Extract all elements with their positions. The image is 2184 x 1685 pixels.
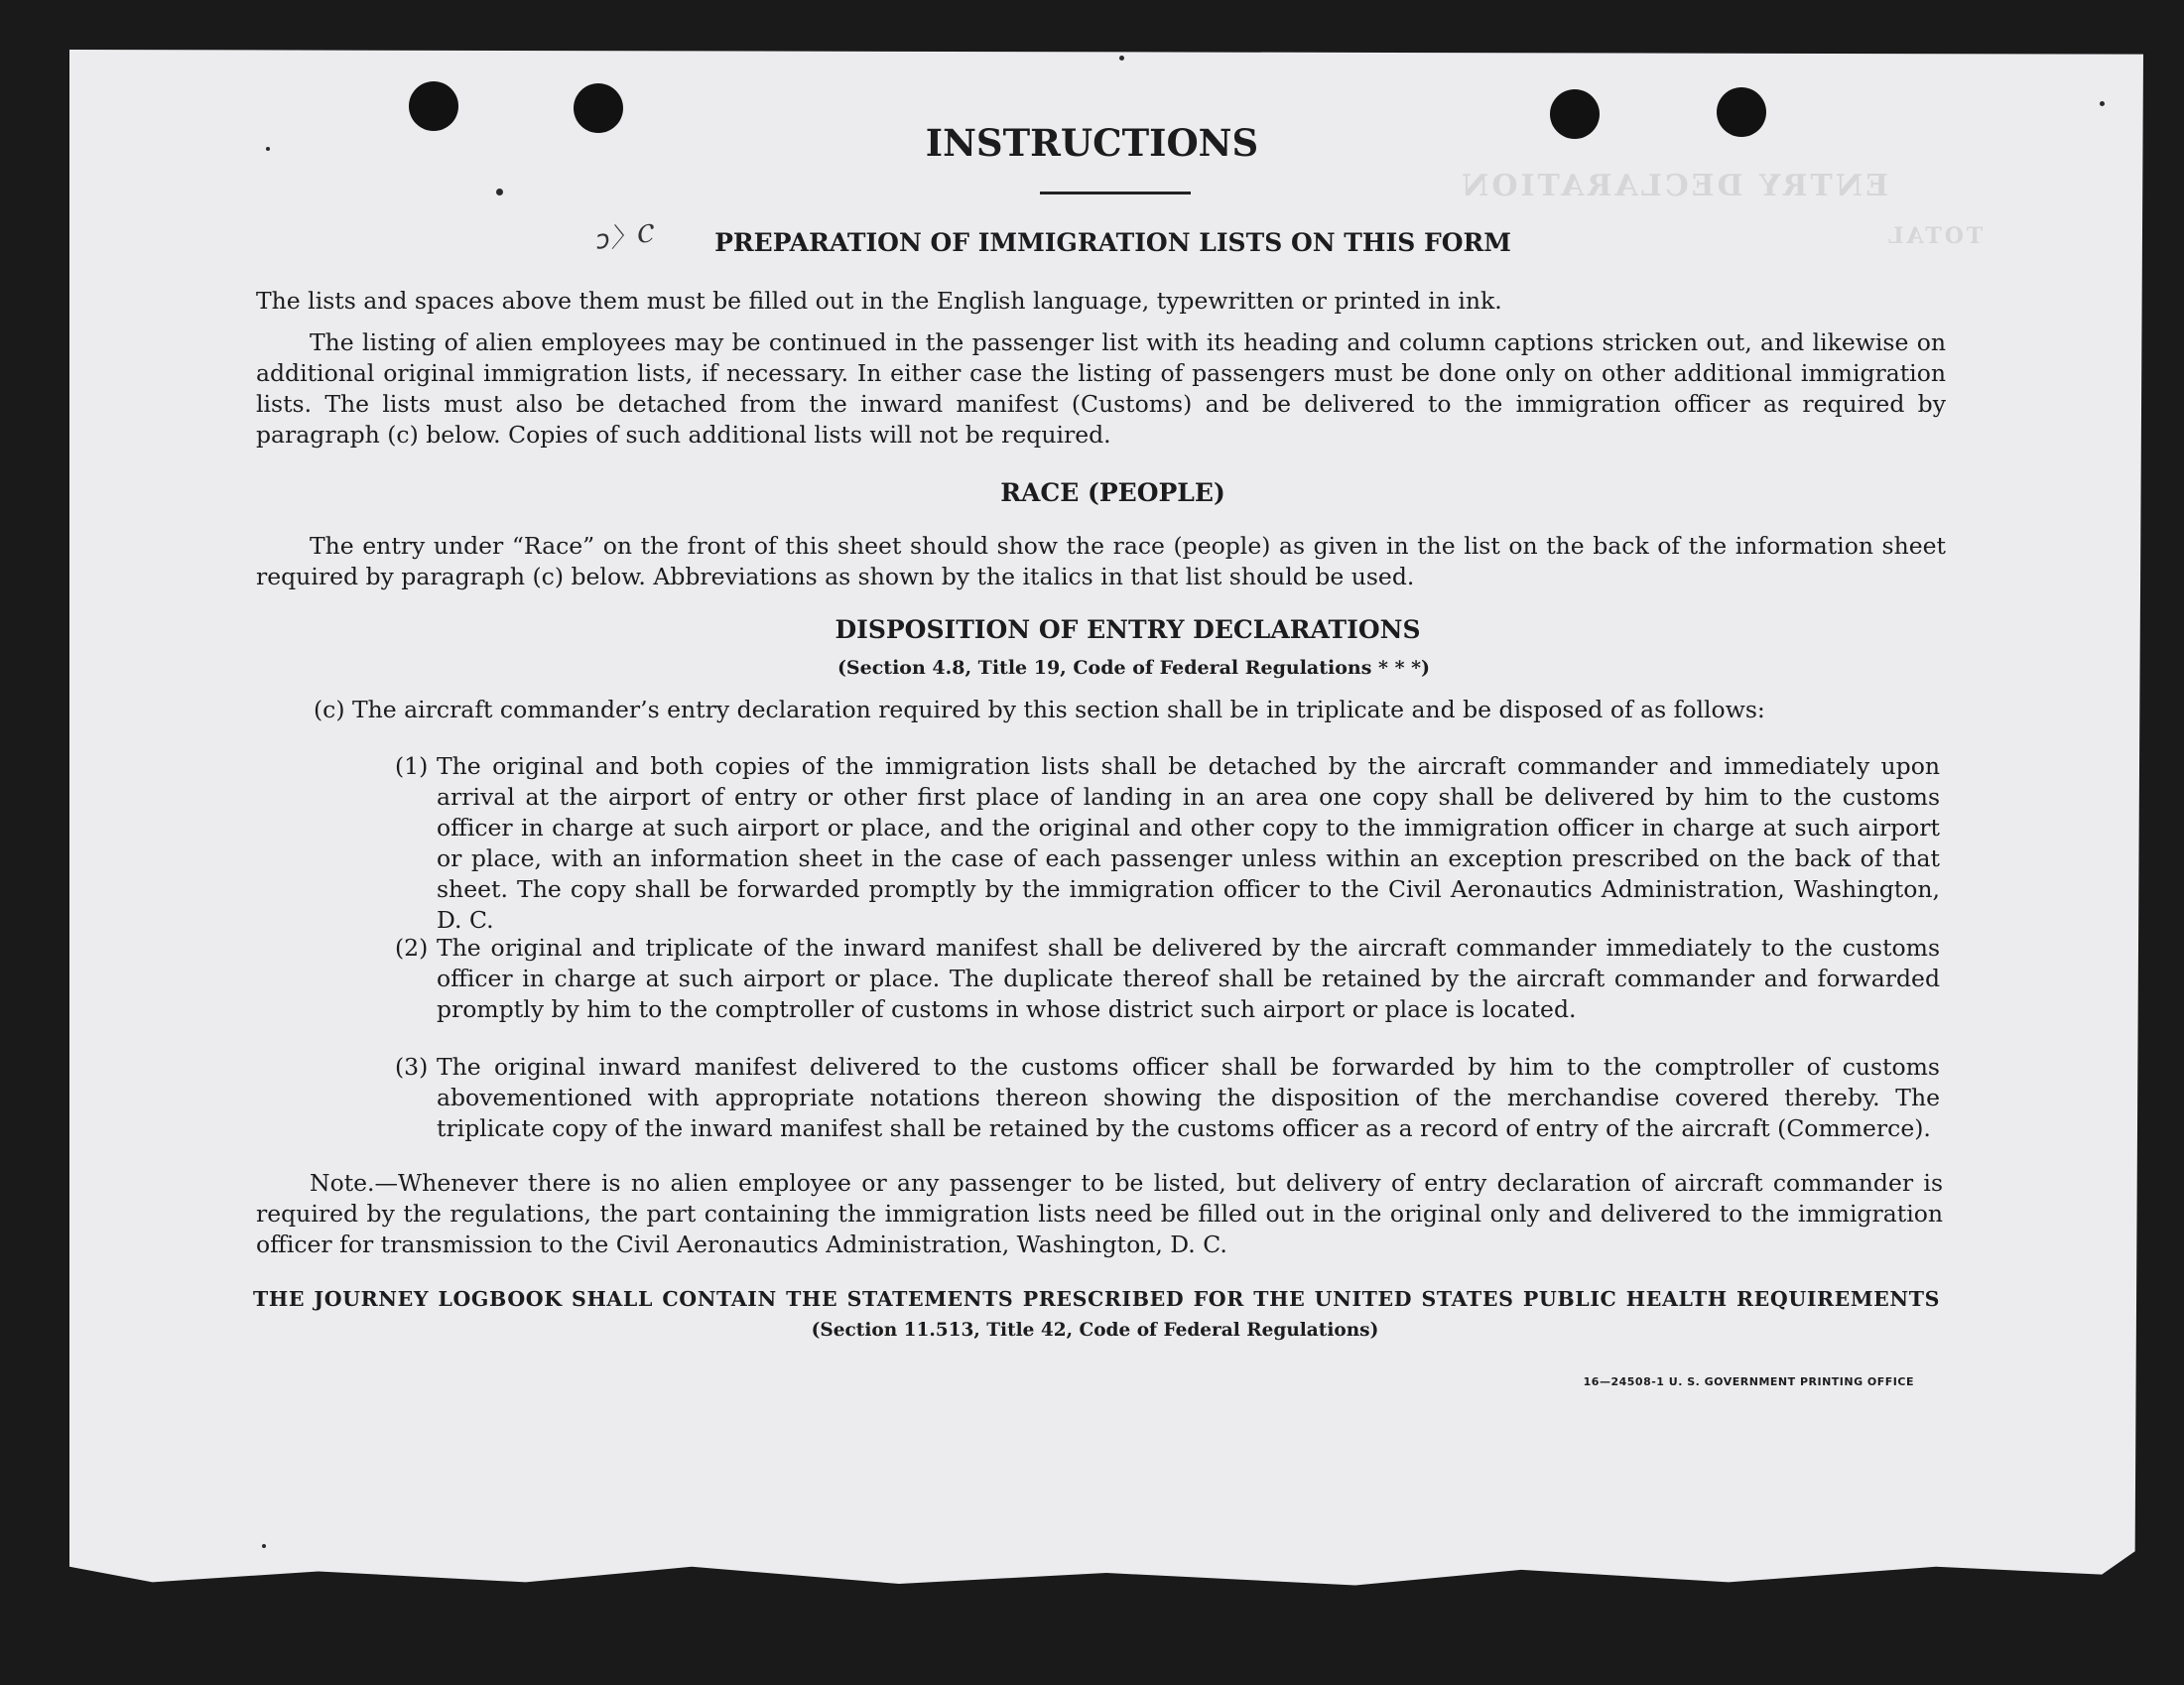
item-number: (2) <box>395 934 429 962</box>
speck <box>262 1544 266 1548</box>
paragraph-note: Note.—Whenever there is no alien employee or any passenger to be listed, but delivery of entry declaration of aircraft commander is required by the regulations, the part containing the immigration lists need be filled out in the original only and delivered to the immigration officer for transmission to the Civil Aeronautics Administration, Washington, D. C. <box>256 1169 1943 1258</box>
footer-requirements: THE JOURNEY LOGBOOK SHALL CONTAIN THE STATEMENTS PRESCRIBED FOR THE UNITED STATES PUBLIC HEALTH REQUIREMENTS <box>253 1287 1940 1311</box>
paragraph-text: The lists and spaces above them must be filled out in the English language, typewritten or printed in ink. <box>256 287 1502 315</box>
paragraph-disposition-intro: (c) The aircraft commander’s entry declaration required by this section shall be in triplicate and be disposed of as follows: <box>314 696 1765 723</box>
section-heading-disposition: DISPOSITION OF ENTRY DECLARATIONS <box>835 615 1421 644</box>
page-title: INSTRUCTIONS <box>925 121 1259 165</box>
bleed-through-text: ENTRY DECLARATION <box>1459 169 1889 203</box>
paragraph-alien-employees: The listing of alien employees may be continued in the passenger list with its heading and column captions stricken out, and likewise on additional original immigration lists, if necessary. In either case the listing of passengers must be done only on other additional immigration lists. The lists must also be detached from the inward manifest (Customs) and be delivered to the immigration officer as required by paragraph (c) below. Copies of such additional lists will not be required. <box>256 328 1946 449</box>
item-number: (3) <box>395 1053 429 1081</box>
speck <box>1119 56 1124 61</box>
list-item <box>395 1052 1940 1144</box>
title-underline <box>1040 192 1191 194</box>
paragraph-lists <box>256 286 1943 317</box>
bleed-through-text: TOTAL <box>1885 223 1984 249</box>
item-number: (1) <box>395 752 429 780</box>
item-text: The original and triplicate of the inward manifest shall be delivered by the aircraft commander immediately to the customs officer in charge at such airport or place. The duplicate thereof shall be retained by the aircraft commander and forwarded promptly by him to the comptroller of customs in whose district such airport or place is located. <box>437 934 1940 1023</box>
printing-office-code: 16—24508-1 U. S. GOVERNMENT PRINTING OFFICE <box>1583 1375 1914 1388</box>
item-text: The original inward manifest delivered to the customs officer shall be forwarded by him to the comptroller of customs abovementioned with appropriate notations thereon showing the disposition of the merchandise covered thereby. The triplicate copy of the inward manifest shall be retained by the customs officer as a record of entry of the aircraft (Commerce). <box>437 1053 1940 1142</box>
section-heading-preparation: PREPARATION OF IMMIGRATION LISTS ON THIS FORM <box>714 228 1511 257</box>
section-citation: (Section 4.8, Title 19, Code of Federal Regulations * * *) <box>836 657 1431 679</box>
footer-citation: (Section 11.513, Title 42, Code of Federal Regulations) <box>811 1320 1379 1341</box>
list-item <box>395 933 1940 1025</box>
speck <box>496 189 503 195</box>
section-heading-race: RACE (PEOPLE) <box>1000 478 1225 507</box>
paragraph-race: The entry under “Race” on the front of this sheet should show the race (people) as given in the list on the back of the information sheet required by paragraph (c) below. Abbreviations as shown by the italics in that list should be used. <box>256 532 1946 590</box>
handwritten-mark: ɔ〉Ⲥ <box>593 218 655 256</box>
item-text: The original and both copies of the immigration lists shall be detached by the aircraft commander and immediately upon arrival at the airport of entry or other first place of landing in an area one copy shall be delivered by him to the customs officer in charge at such airport or place, and the original and other copy to the immigration officer in charge at such airport or place, with an information sheet in the case of each passenger unless within an exception prescribed on the back of that sheet. The copy shall be forwarded promptly by the immigration officer to the Civil Aeronautics Administration, Washington, D. C. <box>437 752 1940 934</box>
list-item <box>395 751 1940 936</box>
speck <box>2100 101 2105 106</box>
